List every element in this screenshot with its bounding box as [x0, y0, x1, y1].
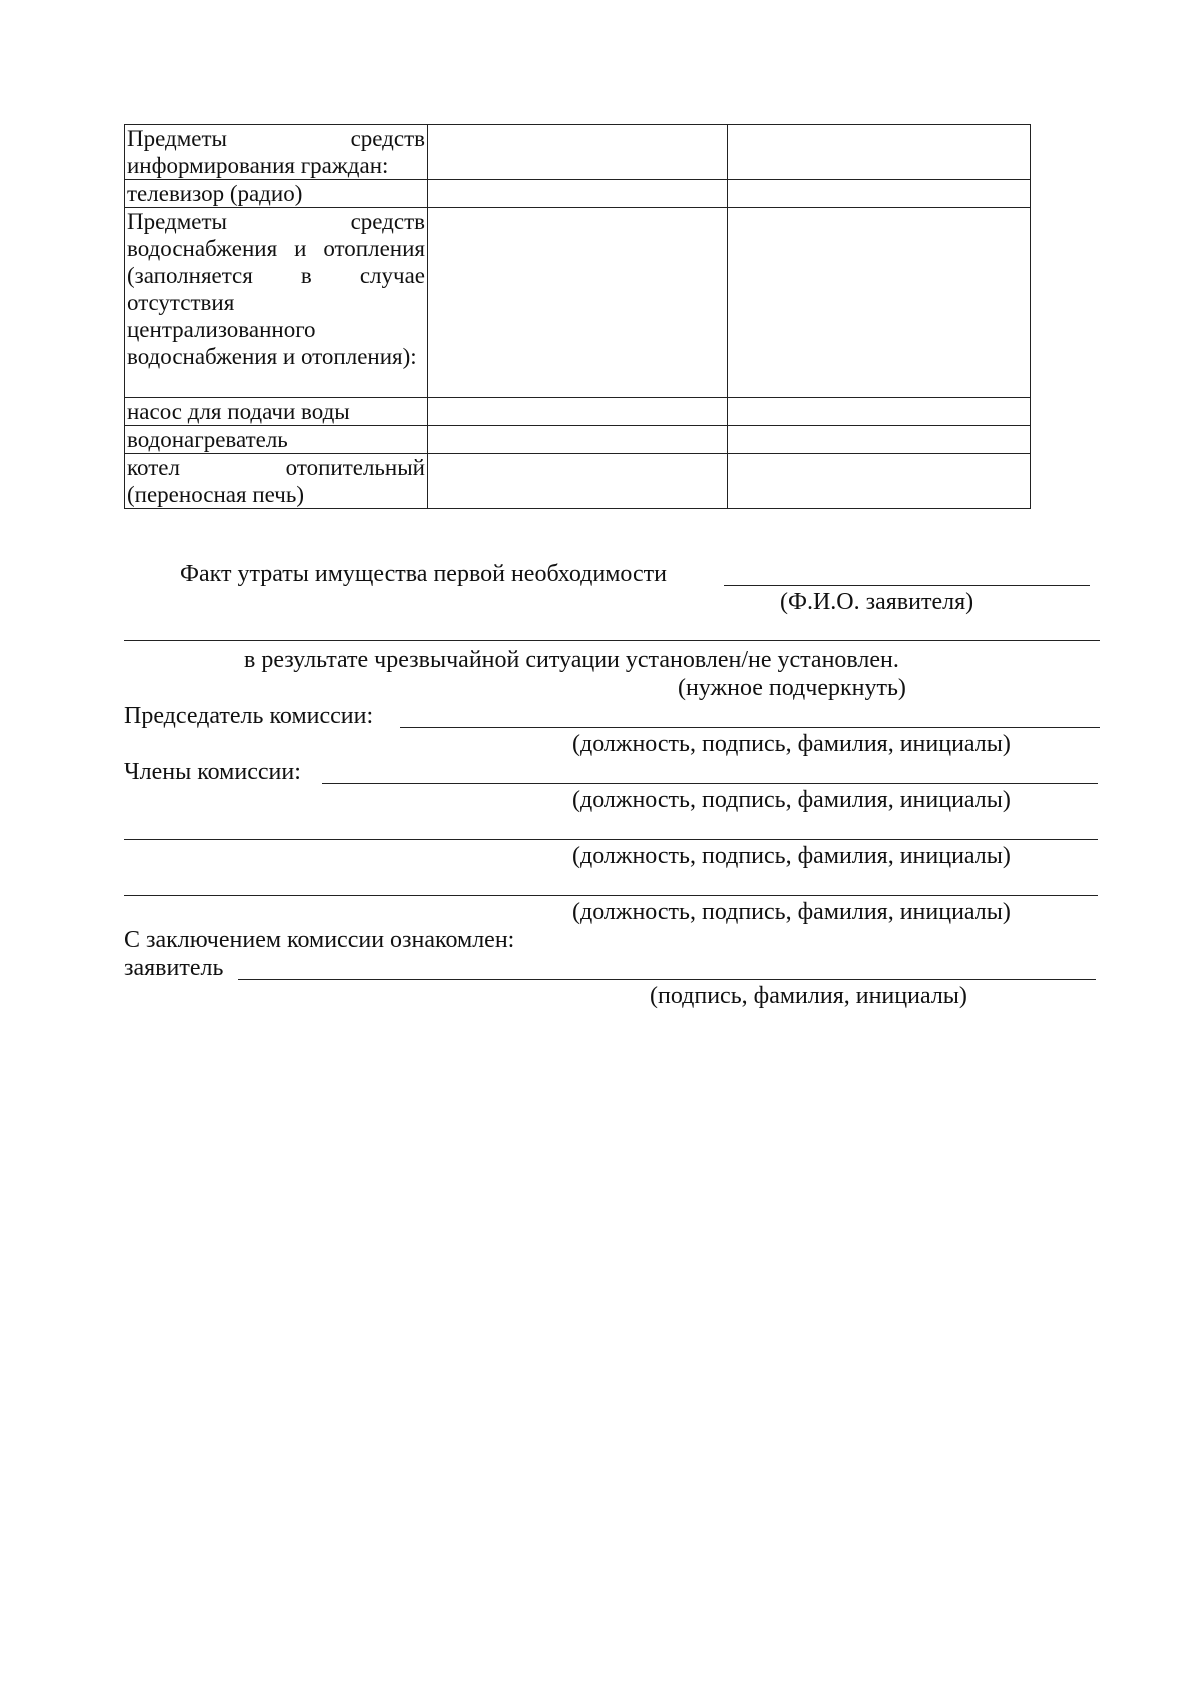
table-cell — [728, 454, 1031, 509]
table-cell — [428, 454, 728, 509]
member-3-signature-hint: (должность, подпись, фамилия, инициалы) — [572, 899, 1011, 925]
chairman-label: Председатель комиссии: — [124, 703, 374, 729]
table-cell-label: насос для подачи воды — [125, 398, 428, 426]
member-2-signature-hint: (должность, подпись, фамилия, инициалы) — [572, 843, 1011, 869]
table-cell-label: водонагреватель — [125, 426, 428, 454]
table-row — [125, 208, 1031, 398]
table-cell — [428, 398, 728, 426]
table-cell-label: телевизор (радио) — [125, 180, 428, 208]
table-cell-label: котел отопительный (переносная печь) — [125, 454, 428, 509]
member-2-signature-field[interactable] — [124, 839, 1098, 840]
table-row — [125, 426, 1031, 454]
table-row — [125, 454, 1031, 509]
member-3-signature-field[interactable] — [124, 895, 1098, 896]
table-row — [125, 180, 1031, 208]
chairman-signature-field[interactable] — [400, 727, 1100, 728]
member-1-signature-field[interactable] — [322, 783, 1098, 784]
table-cell-label: Предметы средств информирования граждан: — [125, 125, 428, 180]
table-cell-label: Предметы средств водоснабжения и отопления (заполняется в случае отсутствия централизованного водоснабжения и отопления): — [125, 208, 428, 398]
members-label: Члены комиссии: — [124, 759, 301, 785]
fact-label: Факт утраты имущества первой необходимости — [180, 561, 667, 587]
table-row — [125, 398, 1031, 426]
table-cell — [728, 398, 1031, 426]
applicant-name-hint: (Ф.И.О. заявителя) — [780, 589, 974, 615]
result-hint: (нужное подчеркнуть) — [678, 675, 906, 701]
applicant-name-field[interactable] — [724, 585, 1090, 586]
table-cell — [728, 125, 1031, 180]
applicant-name-field-continued[interactable] — [124, 640, 1100, 641]
applicant-signature-hint: (подпись, фамилия, инициалы) — [650, 983, 967, 1009]
member-1-signature-hint: (должность, подпись, фамилия, инициалы) — [572, 787, 1011, 813]
acquaint-label: С заключением комиссии ознакомлен: — [124, 927, 515, 953]
table-row — [125, 125, 1031, 180]
table-cell — [428, 125, 728, 180]
table-cell — [728, 180, 1031, 208]
property-table — [124, 124, 1031, 509]
table-cell — [728, 426, 1031, 454]
table-cell — [428, 208, 728, 398]
applicant-label: заявитель — [124, 955, 224, 981]
applicant-signature-field[interactable] — [238, 979, 1096, 980]
chairman-signature-hint: (должность, подпись, фамилия, инициалы) — [572, 731, 1011, 757]
table-cell — [428, 180, 728, 208]
table-cell — [728, 208, 1031, 398]
fact-result: в результате чрезвычайной ситуации установлен/не установлен. — [244, 647, 899, 673]
table-cell — [428, 426, 728, 454]
